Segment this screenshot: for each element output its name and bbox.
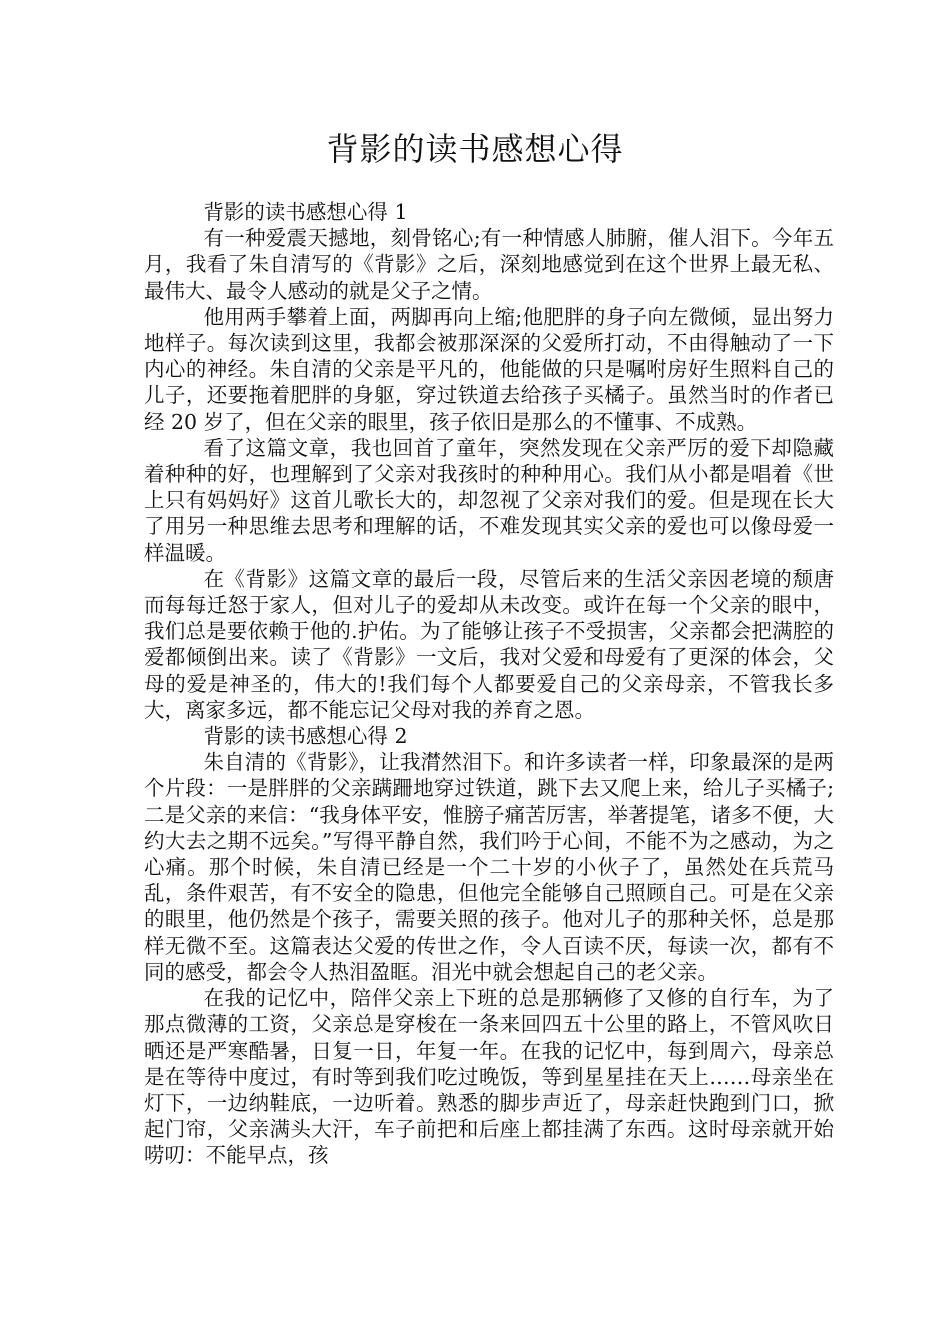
body-paragraph: 朱自清的《背影》，让我潸然泪下。和许多读者一样，印象最深的是两个片段：一是胖胖的父亲蹒跚地穿过铁道，跳下去又爬上来，给儿子买橘子;二是父亲的来信：“我身体平安，惟膀子痛苦厉害，举著提笔，诸多不便，大约大去之期不远矣。”写得平静自然，我们吟于心间，不能不为之感动，为之心痛。那个时候，朱自清已经是一个二十岁的小伙子了，虽然处在兵荒马乱，条件艰苦，有不安全的隐患，但他完全能够自己照顾自己。可是在父亲的眼里，他仍然是个孩子，需要关照的孩子。他对儿子的那种关怀，总是那样无微不至。这篇表达父爱的传世之作，令人百读不厌，每读一次，都有不同的感受，都会令人热泪盈眶。泪光中就会想起自己的老父亲。	[144, 750, 834, 984]
body-paragraph: 看了这篇文章，我也回首了童年，突然发现在父亲严厉的爱下却隐藏着种种的好，也理解到了父亲对我孩时的种种用心。我们从小都是唱着《世上只有妈妈好》这首儿歌长大的，却忽视了父亲对我们的爱。但是现在长大了用另一种思维去思考和理解的话，不难发现其实父亲的爱也可以像母爱一样温暖。	[144, 435, 834, 565]
body-paragraph: 在《背影》这篇文章的最后一段，尽管后来的生活父亲因老境的颓唐而每每迁怒于家人，但对儿子的爱却从未改变。或许在每一个父亲的眼中，我们总是要依赖于他的.护佑。为了能够让孩子不受损害，父亲都会把满腔的爱都倾倒出来。读了《背影》一文后，我对父爱和母爱有了更深的体会，父母的爱是神圣的，伟大的!我们每个人都要爱自己的父亲母亲，不管我长多大，离家多远，都不能忘记父母对我的养育之恩。	[144, 566, 834, 722]
body-paragraph: 有一种爱震天撼地，刻骨铭心;有一种情感人肺腑，催人泪下。今年五月，我看了朱自清写的《背影》之后，深刻地感觉到在这个世界上最无私、最伟大、最令人感动的就是父子之情。	[144, 226, 834, 303]
section-heading-1: 背影的读书感想心得 1	[203, 200, 408, 224]
body-paragraph: 在我的记忆中，陪伴父亲上下班的总是那辆修了又修的自行车，为了那点微薄的工资，父亲总是穿梭在一条来回四五十公里的路上，不管风吹日晒还是严寒酷暑，日复一日，年复一年。在我的记忆中，每到周六，母亲总是在等待中度过，有时等到我们吃过晚饭，等到星星挂在天上……母亲坐在灯下，一边纳鞋底，一边听着。熟悉的脚步声近了，母亲赶快跑到门口，掀起门帘，父亲满头大汗，车子前把和后座上都挂满了东西。这时母亲就开始唠叨：不能早点，孩	[144, 986, 834, 1168]
document-body	[144, 199, 834, 1169]
section-heading-2: 背影的读书感想心得 2	[203, 724, 408, 749]
document-title: 背影的读书感想心得	[326, 130, 624, 168]
body-paragraph: 他用两手攀着上面，两脚再向上缩;他肥胖的身子向左微倾，显出努力地样子。每次读到这里，我都会被那深深的父爱所打动，不由得触动了一下内心的神经。朱自清的父亲是平凡的，他能做的只是嘱咐房好生照料自己的儿子，还要拖着肥胖的身躯，穿过铁道去给孩子买橘子。虽然当时的作者已经 20 岁了，但在父亲的眼里，孩子依旧是那么的不懂事、不成熟。	[144, 304, 834, 434]
